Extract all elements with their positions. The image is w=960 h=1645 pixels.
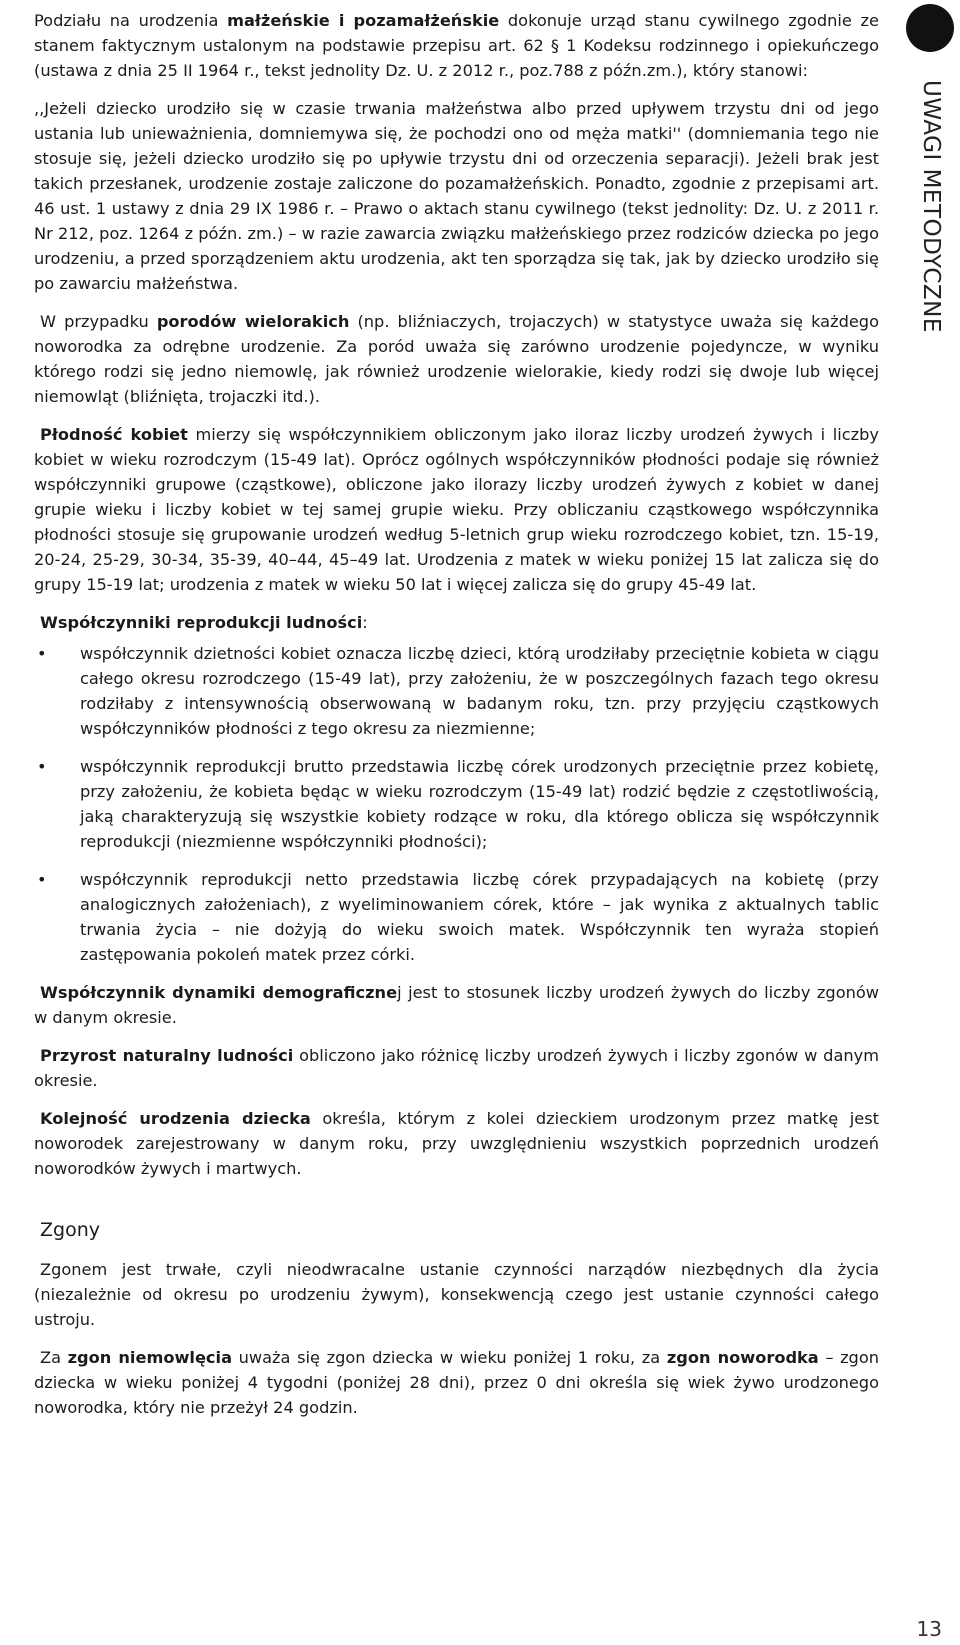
infant-text-pre: Za — [40, 1348, 68, 1367]
birth-order-text: określa, którym z kolei dzieckiem urodzonym przez matkę jest noworodek zarejestrowany w danym roku, przy uwzględnieniu wszystkich poprzednich urodzeń noworodków żywych i martwych. — [34, 1109, 879, 1178]
deaths-heading: Zgony — [40, 1219, 100, 1241]
list-item-text: współczynnik reprodukcji netto przedstawia liczbę córek przypadających na kobietę (przy analogicznych założeniach), z wyeliminowaniem córek, które – jak wynika z aktualnych tablic trwania życia – nie dożyją do wieku swoich matek. Współczynnik ten wyraża stopień zastępowania pokoleń matek przez córki. — [80, 870, 879, 964]
list-item — [34, 641, 879, 741]
natural-increase-term: Przyrost naturalny ludności — [40, 1046, 294, 1065]
dynamics-term: Współczynnik dynamiki demograficzne — [40, 983, 398, 1002]
list-item — [34, 867, 879, 967]
infant-text-post: – zgon dziecka w wieku poniżej 4 tygodni (poniżej 28 dni), przez 0 dni określa się wiek żywo urodzonego noworodka, który nie przeżył 24 godzin. — [34, 1348, 879, 1417]
birth-order-term: Kolejność urodzenia dziecka — [40, 1109, 311, 1128]
bullet-icon: • — [37, 757, 47, 776]
intro-paragraph — [34, 8, 879, 83]
fertility-paragraph — [34, 422, 879, 597]
quote-paragraph: ,,Jeżeli dziecko urodziło się w czasie trwania małżeństwa albo przed upływem trzystu dni od jego ustania lub unieważnienia, domniemywa się, że pochodzi ono od męża matki'' (domniemania tego nie stosuje się, jeżeli dziecko urodziło się po upływie trzystu dni od orzeczenia separacji). Jeżeli brak jest takich przesłanek, urodzenie zostaje zaliczone do pozamałżeńskich. Ponadto, zgodnie z przepisami art. 46 ust. 1 ustawy z dnia 29 IX 1986 r. – Prawo o aktach stanu cywilnego (tekst jednolity: Dz. U. z 2011 r. Nr 212, poz. 1264 z późn. zm.) – w razie zawarcia związku małżeńskiego przez rodziców dziecka po jego urodzeniu, a przed sporządzeniem aktu urodzenia, akt ten sporządza się tak, jak by dziecko urodziło się po zawarciu małżeństwa. — [34, 99, 879, 293]
multiple-term: porodów wielorakich — [156, 312, 350, 331]
birth-order-paragraph — [34, 1106, 879, 1181]
list-item-text: współczynnik dzietności kobiet oznacza liczbę dzieci, którą urodziłaby przeciętnie kobieta w ciągu całego okresu rozrodczego (15-49 lat), przy założeniu, że w poszczególnych fazach tego okresu rodziłaby z intensywnością obserwowaną w badanym roku, tzn. przy przyjęciu cząstkowych współczynników płodności z tego okresu za niezmienne; — [80, 644, 879, 738]
reproduction-term: Współczynniki reprodukcji ludności — [40, 613, 363, 632]
section-marker-circle — [906, 4, 954, 52]
reproduction-colon: : — [362, 613, 368, 632]
bullet-icon: • — [37, 870, 47, 889]
fertility-term: Płodność kobiet — [40, 425, 188, 444]
intro-term: małżeńskie i pozamałżeńskie — [227, 11, 500, 30]
side-section-title: UWAGI METODYCZNE — [918, 80, 944, 333]
list-item-text: współczynnik reprodukcji brutto przedstawia liczbę córek urodzonych przeciętnie przez kobietę, przy założeniu, że kobieta będąc w wieku rozrodczym (15-49 lat) rodzić będzie z częstotliwością, jaką charakteryzują się wszystkie kobiety rodzące w roku, dla którego oblicza się współczynnik reprodukcji (niezmienne współczynniki płodności); — [80, 757, 879, 851]
multiple-text-pre: W przypadku — [40, 312, 157, 331]
intro-text-post: dokonuje urząd stanu cywilnego zgodnie ze stanem faktycznym ustalonym na podstawie przepisu art. 62 § 1 Kodeksu rodzinnego i opiekuńczego (ustawa z dnia 25 II 1964 r., tekst jednolity Dz. U. z 2012 r., poz.788 z późn.zm.), który stanowi: — [34, 11, 879, 80]
list-item — [34, 754, 879, 854]
infant-text-mid: uważa się zgon dziecka w wieku poniżej 1 roku, za — [232, 1348, 667, 1367]
infant-death-paragraph — [34, 1345, 879, 1420]
multiple-text-post: (np. bliźniaczych, trojaczych) w statystyce uważa się każdego noworodka za odrębne urodzenie. Za poród uważa się zarówno urodzenie pojedyncze, w wyniku którego rodzi się jedno niemowlę, jak również urodzenie wielorakie, kiedy rodzi się dwoje lub więcej niemowląt (bliźnięta, trojaczki itd.). — [34, 312, 879, 406]
natural-increase-text: obliczono jako różnicę liczby urodzeń żywych i liczby zgonów w danym okresie. — [34, 1046, 879, 1090]
dynamics-text: j jest to stosunek liczby urodzeń żywych do liczby zgonów w danym okresie. — [34, 983, 880, 1027]
intro-text-pre: Podziału na urodzenia — [34, 11, 228, 30]
page-number: 13 — [916, 1617, 942, 1641]
reproduction-heading — [34, 610, 879, 635]
natural-increase-paragraph — [34, 1043, 879, 1093]
fertility-text: mierzy się współczynnikiem obliczonym jako iloraz liczby urodzeń żywych i liczby kobiet w wieku rozrodczym (15-49 lat). Oprócz ogólnych współczynników płodności podaje się również współczynniki grupowe (cząstkowe), obliczone jako ilorazy liczby urodzeń żywych z kobiet w danej grupie wieku i liczby kobiet w tej samej grupie wieku. Przy obliczaniu cząstkowego współczynnika płodności stosuje się grupowanie urodzeń według 5-letnich grup wieku rozrodczego kobiet, tzn. 15-19, 20-24, 25-29, 30-34, 35-39, 40–44, 45–49 lat. Urodzenia z matek w wieku poniżej 15 lat zalicza się do grupy 15-19 lat; urodzenia z matek w wieku 50 lat i więcej zalicza się do grupy 45-49 lat. — [34, 425, 879, 594]
neonatal-death-term: zgon noworodka — [666, 1348, 819, 1367]
reproduction-list — [34, 641, 879, 967]
dynamics-paragraph — [34, 980, 879, 1030]
multiple-births-paragraph — [34, 309, 879, 409]
main-text — [34, 8, 879, 1420]
bullet-icon: • — [37, 644, 47, 663]
infant-death-term: zgon niemowlęcia — [67, 1348, 232, 1367]
deaths-definition-paragraph: Zgonem jest trwałe, czyli nieodwracalne ustanie czynności narządów niezbędnych dla życia (niezależnie od okresu po urodzeniu żywym), konsekwencją czego jest ustanie czynności całego ustroju. — [34, 1260, 879, 1329]
